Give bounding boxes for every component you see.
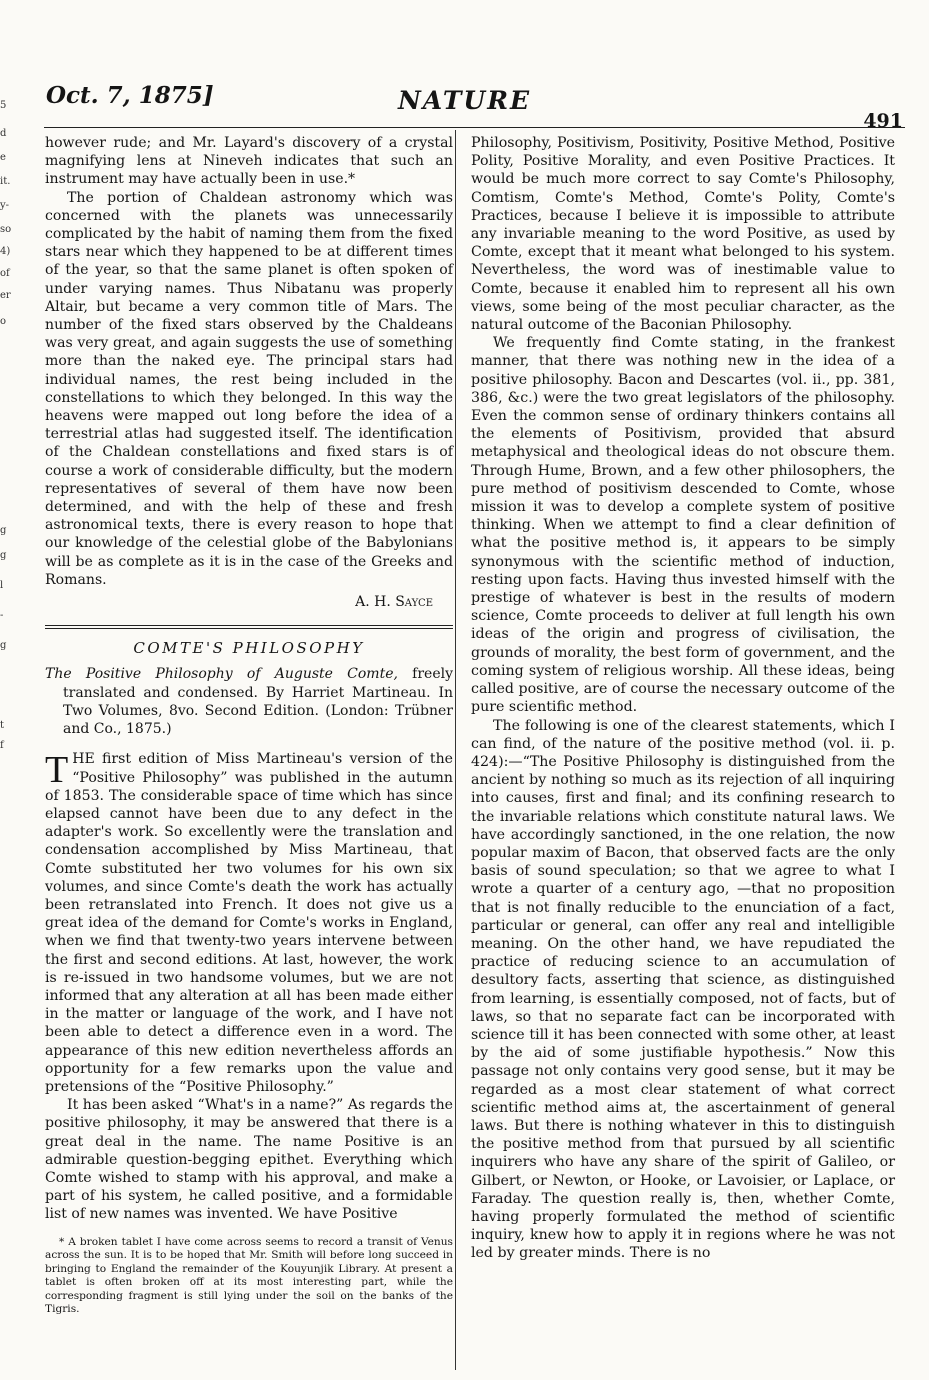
margin-fragment: o xyxy=(0,316,7,327)
left-column xyxy=(45,134,453,1317)
footnote xyxy=(45,1236,453,1317)
journal-title: NATURE xyxy=(397,86,532,115)
margin-fragment: it. xyxy=(0,176,11,187)
book-title: The Positive Philosophy of Auguste Comte, xyxy=(45,666,398,683)
sayce-paragraph-2: The portion of Chaldean astronomy which was concerned with the planets was unnecessarily complicated by the habit of naming them from the fixed stars near which they happened to be at different times of the year, so that the same planet is often spoken of under varying names. Thus Nibatanu was properly Altair, but became a very common title of Mars. The number of the fixed stars observed by the Chaldeans was very great, and again suggests the use of something more than the naked eye. The principal stars had individual names, the rest being included in the constellations to which they belonged. In this way the heavens were mapped out long before the idea of a terrestrial atlas had suggested itself. The identification of the Chaldean constellations and fixed stars is of course a work of considerable difficulty, but the modern representatives of several of them have now been determined, and with the help of these and fresh astronomical texts, there is every reason to hope that our knowledge of the celestial globe of the Babylonians will be as complete as it is in the case of the Greeks and Romans. xyxy=(45,189,453,588)
comte-paragraph-2: It has been asked “What's in a name?” As regards the positive philosophy, it may be answered that there is a great deal in the name. The name Positive is an admirable question-begging epithet. Everything which Comte wished to stamp with his approval, and make a part of his system, he called positive, and a formidable list of new names was invented. We have Positive xyxy=(45,1097,453,1223)
footnote-text: * A broken tablet I have come across seems to record a transit of Venus across the sun. It is to be hoped that Mr. Smith will before long succeed in bringing to England the remainder of the Kouyunjik Library. At present a tablet is often broken off at its most interesting part, while the corresponding fragment is still lying under the soil on the banks of the Tigris. xyxy=(45,1235,453,1316)
right-paragraph-1: Philosophy, Positivism, Positivity, Positive Method, Positive Polity, Positive Morality, and even Positive Practices. It would be much more correct to say Comte's Philosophy, Comtism, Comte's Method, Comte's Polity, Comte's Practices, because I believe it is impossible to attribute any invariable meaning to the word Positive, as used by Comte, except that it meant what belonged to his system. Nevertheless, the word was of inestimable value to Comte, because it enabled him to represent all his own views, some being of the most peculiar character, as the natural outcome of the Baconian Philosophy. xyxy=(471,135,895,334)
margin-fragment: 4) xyxy=(0,246,11,257)
margin-fragment: so xyxy=(0,224,12,235)
drop-cap: T xyxy=(45,749,69,792)
column-divider xyxy=(455,130,456,1370)
comte-paragraph-1 xyxy=(45,750,453,1096)
right-column xyxy=(471,134,895,1263)
margin-fragment: er xyxy=(0,290,11,301)
margin-fragment: of xyxy=(0,268,10,279)
book-citation xyxy=(45,665,453,738)
margin-fragment: - xyxy=(0,610,4,621)
comte-paragraph-1-text: HE first edition of Miss Martineau's version of the “Positive Philosophy” was published in the autumn of 1853. The considerable space of time which has since elapsed cannot have been due to any defect in the adapter's work. So excellently were the translation and condensation accomplished by Miss Martineau, that Comte substituted her two volumes for his own six volumes, and since Comte's death the work has actually been retranslated into French. It does not give us a great idea of the demand for Comte's works in England, when we find that twenty-two years intervene between the first and second editions. At last, however, the work is re-issued in two handsome volumes, but we are not informed that any alteration at all has been made either in the matter or language of the work, and I have not been able to detect a difference even in a word. The appearance of this new edition nevertheless affords an opportunity for a few remarks upon the value and pretensions of the “Positive Philosophy.” xyxy=(45,751,453,1095)
margin-fragment: 5 xyxy=(0,100,7,111)
margin-fragment: g xyxy=(0,640,7,651)
header-date: Oct. 7, 1875] xyxy=(46,82,214,109)
header-rule xyxy=(44,127,905,128)
book-details: freely translated and condensed. By Harriet Martineau. In Two Volumes, 8vo. Second Edition. (London: Trübner and Co., 1875.) xyxy=(63,666,453,738)
margin-fragment: d xyxy=(0,128,7,139)
margin-fragment: e xyxy=(0,152,6,163)
right-paragraph-3: The following is one of the clearest statements, which I can find, of the nature of the positive method (vol. ii. p. 424):—“The Positive Philosophy is distinguished from the ancient by nothing so much as its rejection of all inquiring into causes, first and final; and its confining research to the invariable relations which constitute natural laws. We have accordingly sanctioned, in the one relation, the now popular maxim of Bacon, that observed facts are the only basis of sound speculation; so that we agree to what I wrote a quarter of a century ago, —that no proposition that is not finally reducible to the enunciation of a fact, particular or general, can offer any real and intelligible meaning. On the other hand, we have repudiated the practice of reducing science to an accumulation of desultory facts, asserting that science, as distinguished from learning, is essentially composed, not of facts, but of laws, so that no separate fact can be incorporated with science till it has been connected with some other, at least by the aid of some justifiable hypothesis.” Now this passage not only contains very good sense, but it may be regarded as a most clear statement of what correct scientific method aims at, the ascertainment of general laws. But there is nothing whatever in this to distinguish the positive method from that pursued by all scientific inquirers who have any share of the spirit of Galileo, or Gilbert, or Newton, or Hooke, or Lavoisier, or Laplace, or Faraday. The question really is, then, whether Comte, having properly formulated the method of scientific inquiry, knew how to apply it in regions where he was not led by greater minds. There is no xyxy=(471,717,895,1262)
page-number: 491 xyxy=(863,110,903,132)
margin-fragment: t xyxy=(0,720,5,731)
right-paragraph-2: We frequently find Comte stating, in the frankest manner, that there was nothing new in the idea of a positive philosophy. Bacon and Descartes (vol. ii., pp. 381, 386, &c.) were the two great legislators of the philosophy. Even the common sense of ordinary thinkers contains all the elements of Positivism, provided that absurd metaphysical and theological ideas do not obscure them. Through Hume, Brown, and a few other philosophers, the pure method of positivism descended to Comte, whose mission it was to develop a complete system of positive thinking. When we attempt to find a clear definition of what the positive method is, it appears to be simply synonymous with the scientific method of induction, resting upon facts. Having thus invested himself with the prestige of whatever is best in the results of modern science, Comte proceeds to deliver at full length his own ideas of the origin and progress of civilisation, the grounds of morality, the best form of government, and the coming system of religious worship. All these ideas, being called positive, are of course the necessary outcome of the pure scientific method. xyxy=(471,335,895,716)
sayce-paragraph-1: however rude; and Mr. Layard's discovery of a crystal magnifying lens at Nineveh indicates that such an instrument may have actually been in use.* xyxy=(45,135,453,188)
article-title: COMTE'S PHILOSOPHY xyxy=(133,639,365,658)
margin-fragment: y- xyxy=(0,200,10,211)
author-signature: A. H. Sayce xyxy=(355,594,433,611)
margin-fragment: f xyxy=(0,740,4,751)
left-margin-fragments xyxy=(0,80,12,751)
margin-fragment: l xyxy=(0,580,4,591)
margin-fragment: g xyxy=(0,525,7,536)
article-separator xyxy=(45,625,453,629)
margin-fragment: g xyxy=(0,550,7,561)
